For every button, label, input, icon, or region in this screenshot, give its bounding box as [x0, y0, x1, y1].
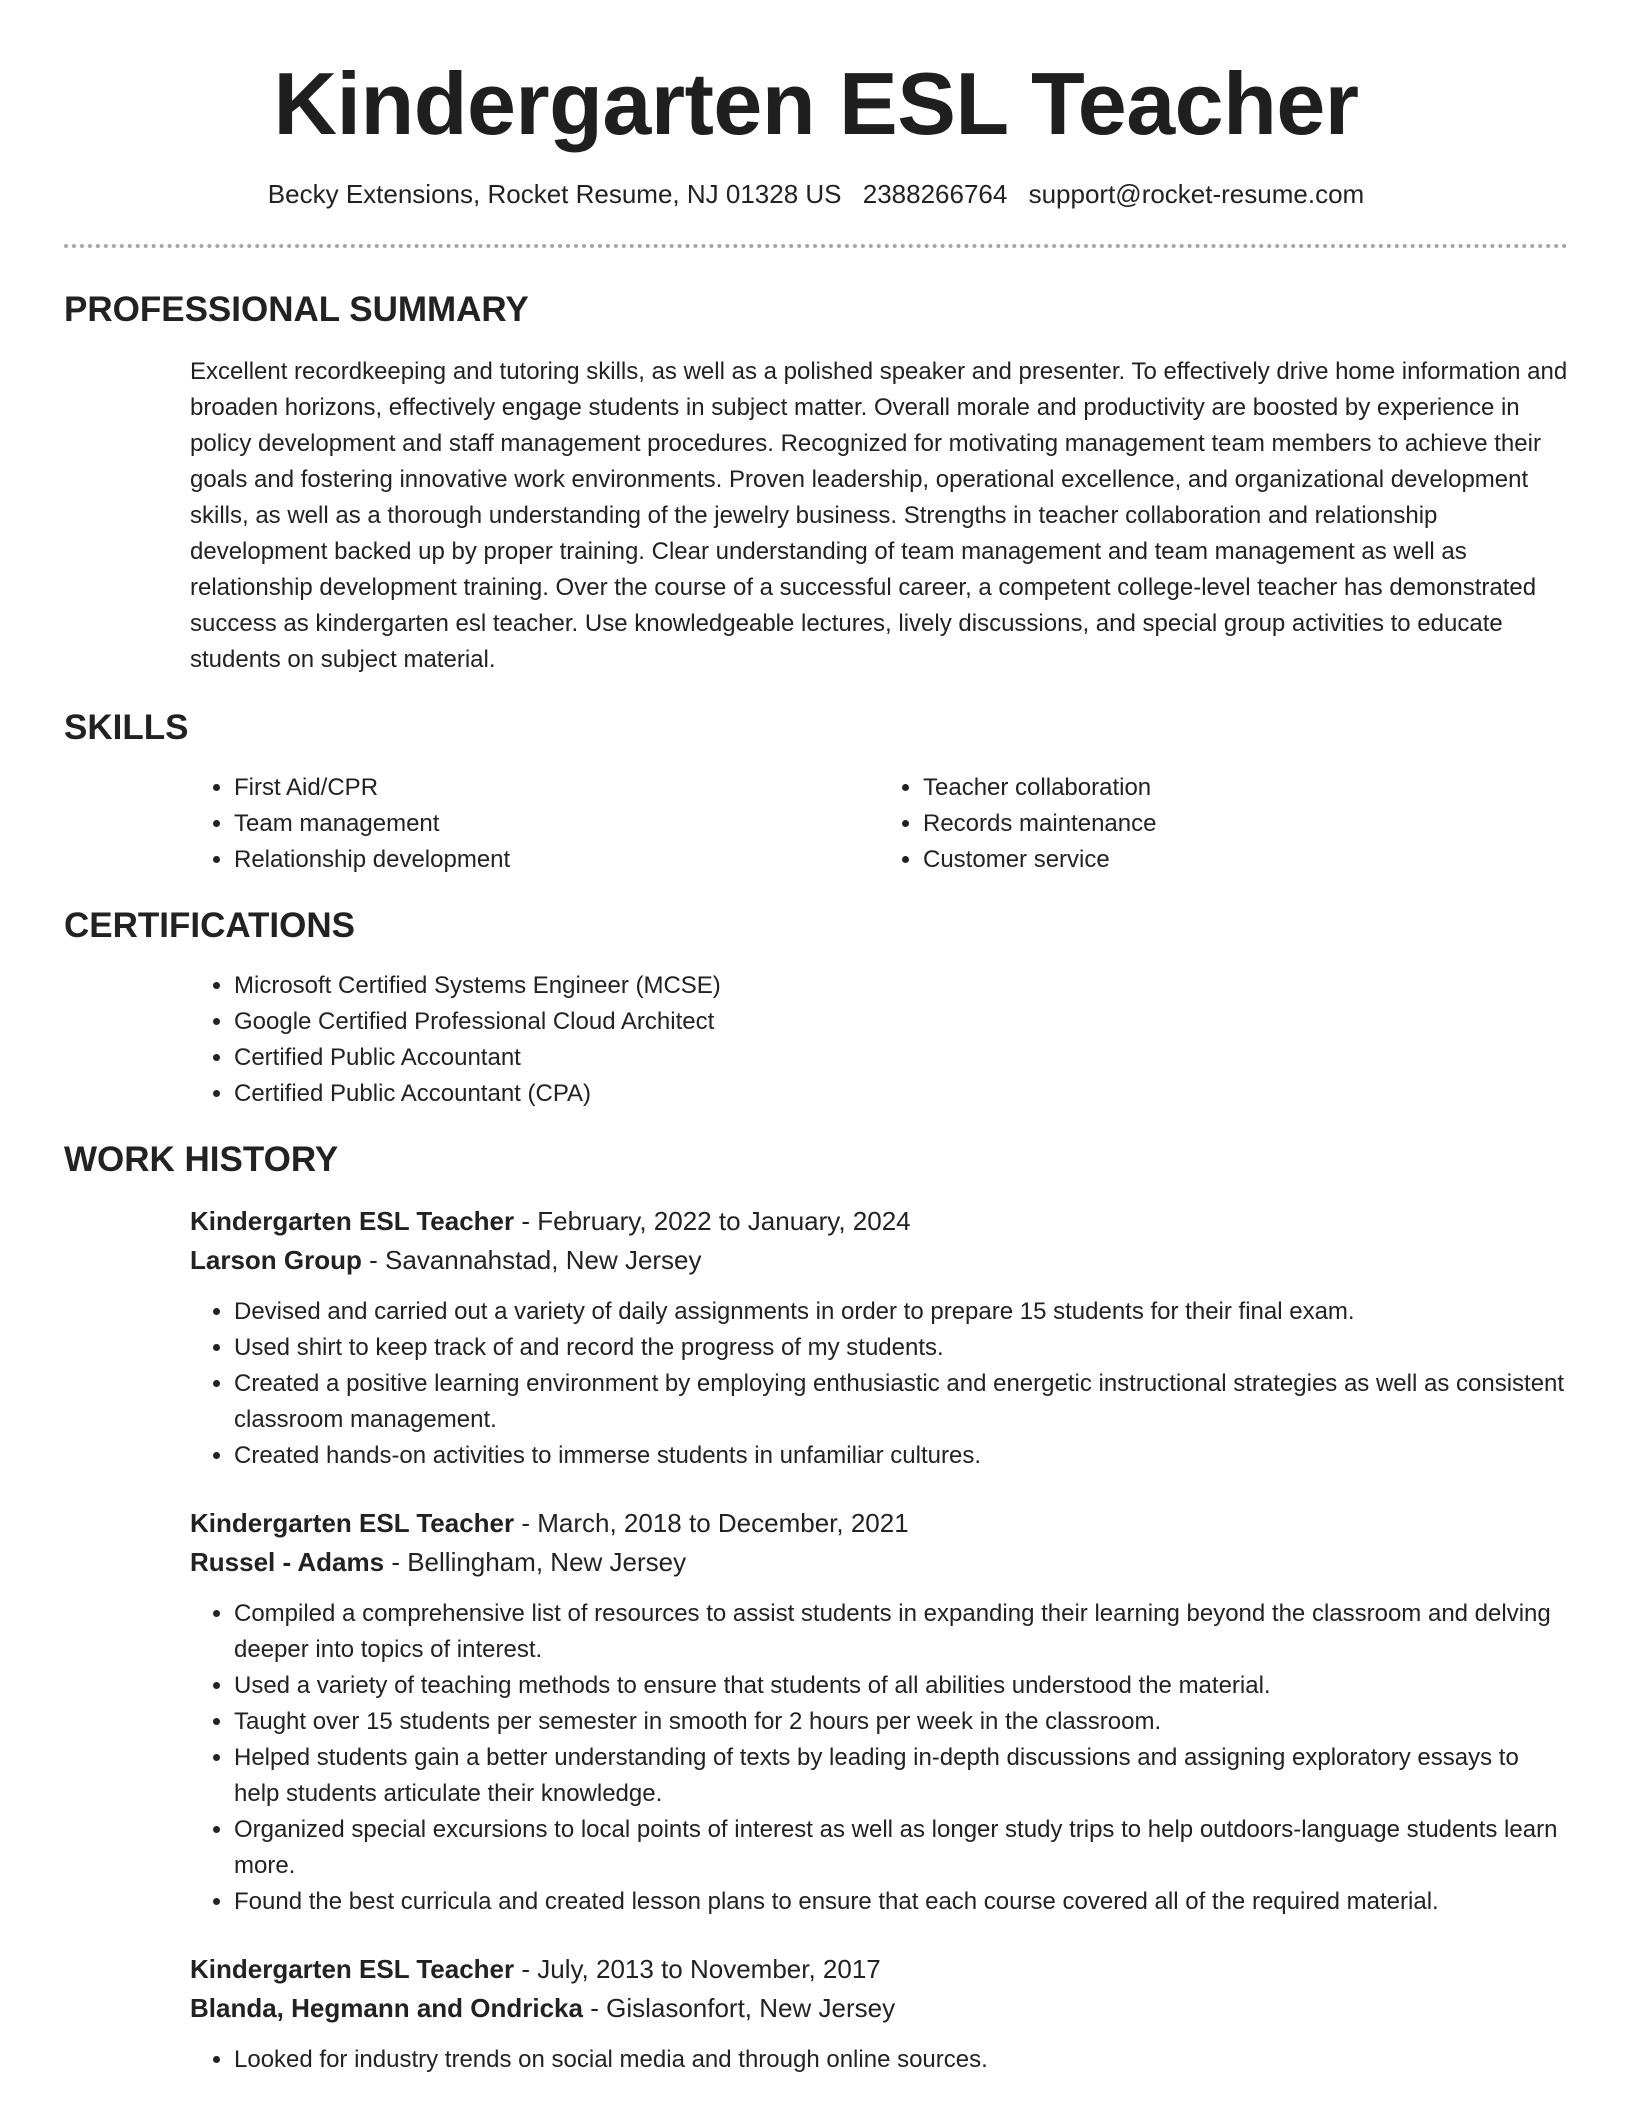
- summary-text: Excellent recordkeeping and tutoring skills, as well as a polished speaker and presenter. To effectively drive home information and broaden horizons, effectively engage students in subject matter. Overall morale and productivity are boosted by experience in policy development and staff management procedures. Recognized for motivating management team members to achieve their goals and fostering innovative work environments. Proven leadership, operational excellence, and organizational development skills, as well as a thorough understanding of the jewelry business. Strengths in teacher collaboration and relationship development backed up by proper training. Clear understanding of team management and team management as well as relationship development training. Over the course of a successful career, a competent college-level teacher has demonstrated success as kindergarten esl teacher. Use knowledgeable lectures, lively discussions, and special group activities to educate students on subject material.: [190, 358, 1568, 673]
- job-entry: [190, 1202, 1568, 1474]
- job-role: Kindergarten ESL Teacher: [190, 1508, 515, 1538]
- certifications-list: [190, 968, 1568, 1112]
- certification-item: • Certified Public Accountant: [234, 1040, 1568, 1076]
- job-company-line: [190, 1241, 1568, 1280]
- job-bullet: • Organized special excursions to local points of interest as well as longer study trips to help outdoors-language students learn more.: [234, 1812, 1568, 1884]
- skill-item: • Teacher collaboration: [923, 770, 1568, 806]
- header-divider: [64, 244, 1568, 248]
- job-company-line: [190, 1543, 1568, 1582]
- job-location: - Gislasonfort, New Jersey: [582, 1993, 896, 2023]
- certification-item: • Google Certified Professional Cloud Architect: [234, 1004, 1568, 1040]
- job-location: - Bellingham, New Jersey: [384, 1547, 687, 1577]
- section-title-summary: PROFESSIONAL SUMMARY: [64, 290, 529, 329]
- contact-phone: 2388266764: [862, 179, 1008, 209]
- job-bullet: • Looked for industry trends on social media and through online sources.: [234, 2042, 1568, 2078]
- job-bullet-list: [190, 1294, 1568, 1474]
- job-company: Blanda, Hegmann and Ondricka: [190, 1993, 583, 2023]
- job-role: Kindergarten ESL Teacher: [190, 1954, 515, 1984]
- job-entry: [190, 1504, 1568, 1920]
- skill-item: • Team management: [234, 806, 879, 842]
- skill-item: • First Aid/CPR: [234, 770, 879, 806]
- skill-item: • Customer service: [923, 842, 1568, 878]
- job-bullet: • Used a variety of teaching methods to ensure that students of all abilities understood the material.: [234, 1668, 1568, 1704]
- job-role-line: [190, 1504, 1568, 1543]
- job-dates: - February, 2022 to January, 2024: [514, 1206, 911, 1236]
- skill-item: • Relationship development: [234, 842, 879, 878]
- contact-address: Becky Extensions, Rocket Resume, NJ 01328 US: [267, 179, 842, 209]
- job-bullet: • Found the best curricula and created lesson plans to ensure that each course covered all of the required material.: [234, 1884, 1568, 1920]
- section-title-work-history: WORK HISTORY: [64, 1140, 339, 1179]
- job-dates: - July, 2013 to November, 2017: [514, 1954, 881, 1984]
- job-entry: [190, 1950, 1568, 2078]
- job-bullet: • Used shirt to keep track of and record the progress of my students.: [234, 1330, 1568, 1366]
- job-bullet: • Compiled a comprehensive list of resources to assist students in expanding their learning beyond the classroom and delving deeper into topics of interest.: [234, 1596, 1568, 1668]
- job-bullet-list: [190, 2042, 1568, 2078]
- job-role-line: [190, 1950, 1568, 1989]
- job-bullet-list: [190, 1596, 1568, 1920]
- skills-list: [190, 770, 1568, 878]
- certification-item: • Certified Public Accountant (CPA): [234, 1076, 1568, 1112]
- skills-column-left: [190, 770, 879, 878]
- job-bullet: • Helped students gain a better understanding of texts by leading in-depth discussions and assigning exploratory essays to help students articulate their knowledge.: [234, 1740, 1568, 1812]
- job-bullet: • Devised and carried out a variety of daily assignments in order to prepare 15 students for their final exam.: [234, 1294, 1568, 1330]
- job-company: Russel - Adams: [190, 1547, 385, 1577]
- job-location: - Savannahstad, New Jersey: [361, 1245, 702, 1275]
- skills-column-right: [879, 770, 1568, 878]
- section-title-certifications: CERTIFICATIONS: [64, 906, 356, 945]
- contact-email: support@rocket-resume.com: [1028, 179, 1365, 209]
- section-title-skills: SKILLS: [64, 708, 189, 747]
- resume-name-title: Kindergarten ESL Teacher: [273, 54, 1359, 153]
- job-bullet: • Taught over 15 students per semester in smooth for 2 hours per week in the classroom.: [234, 1704, 1568, 1740]
- job-bullet: • Created a positive learning environment by employing enthusiastic and energetic instructional strategies as well as consistent classroom management.: [234, 1366, 1568, 1438]
- job-role-line: [190, 1202, 1568, 1241]
- job-company-line: [190, 1989, 1568, 2028]
- certification-item: • Microsoft Certified Systems Engineer (MCSE): [234, 968, 1568, 1004]
- skill-item: • Records maintenance: [923, 806, 1568, 842]
- job-company: Larson Group: [190, 1245, 362, 1275]
- contact-line: [64, 178, 1568, 210]
- job-dates: - March, 2018 to December, 2021: [514, 1508, 909, 1538]
- job-role: Kindergarten ESL Teacher: [190, 1206, 515, 1236]
- job-bullet: • Created hands-on activities to immerse students in unfamiliar cultures.: [234, 1438, 1568, 1474]
